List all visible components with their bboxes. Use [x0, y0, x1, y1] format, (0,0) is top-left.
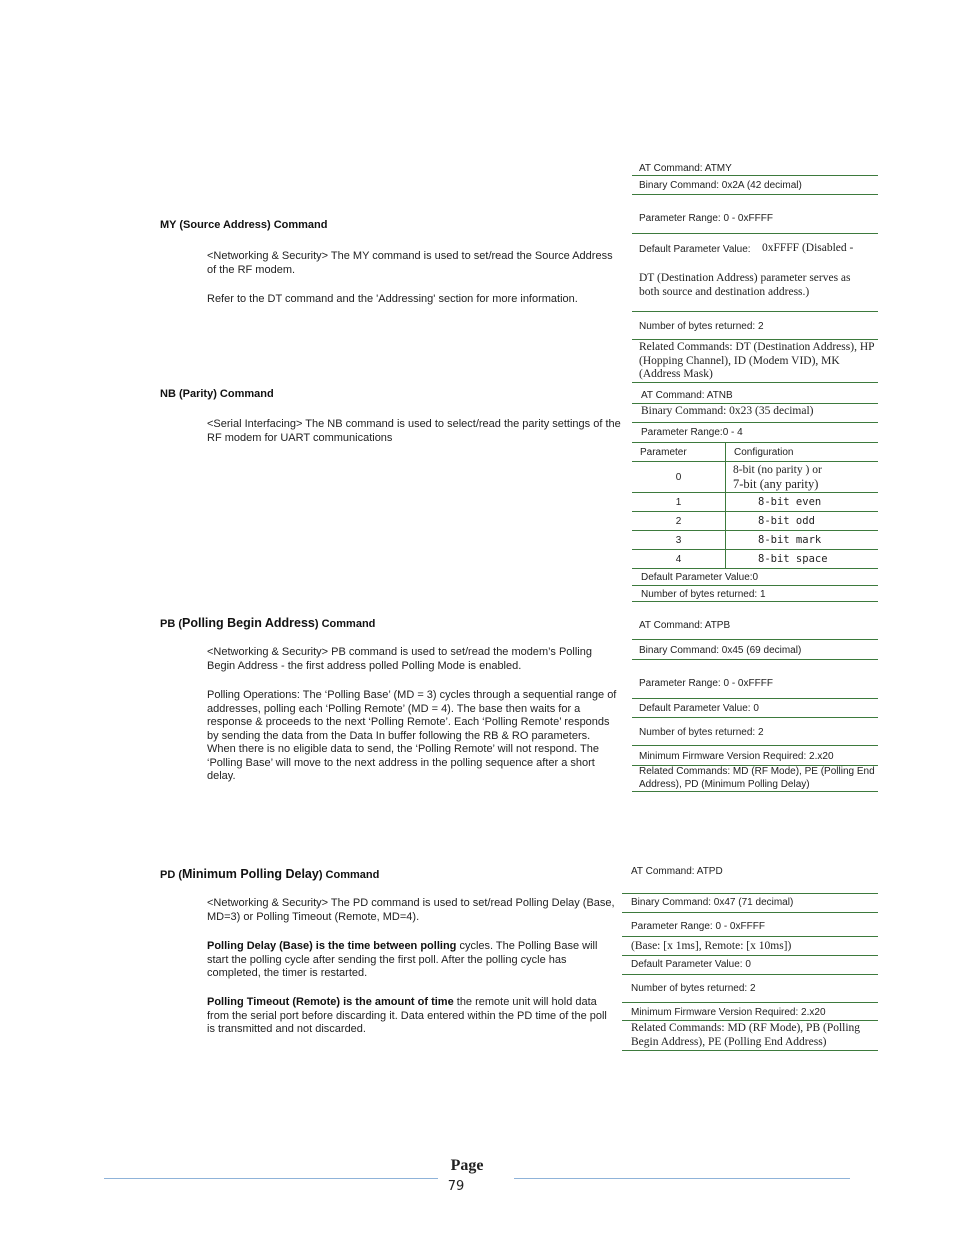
table-rule: [632, 659, 878, 660]
parameter-cell: 0: [632, 462, 726, 493]
table-rule: [632, 717, 878, 718]
my-bytes-returned: Number of bytes returned: 2: [639, 321, 764, 332]
pb-bytes-returned: Number of bytes returned: 2: [639, 727, 764, 738]
pb-related-commands: Related Commands: MD (RF Mode), PE (Polling End Address), PD (Minimum Polling Delay): [639, 766, 875, 790]
table-rule: [632, 791, 878, 792]
pd-binary-command: Binary Command: 0x47 (71 decimal): [631, 897, 794, 908]
table-row: [632, 531, 878, 550]
nb-parameter-range: Parameter Range:0 - 4: [641, 427, 743, 438]
table-rule: [632, 339, 878, 340]
configuration-cell: [726, 462, 879, 493]
pd-at-command: AT Command: ATPD: [631, 866, 723, 877]
column-header-parameter: Parameter: [632, 443, 726, 462]
pd-heading-code: PD (: [160, 869, 182, 881]
table-rule: [632, 403, 878, 404]
parity-options-table: [632, 442, 878, 569]
table-row: [632, 512, 878, 531]
table-rule: [622, 936, 878, 937]
nb-heading-rest: ) Command: [213, 388, 274, 400]
nb-heading-code: NB (: [160, 388, 183, 400]
pd-polling-timeout-text: the remote unit will hold data from the serial port before discarding it. Data entered within the PD time of the poll is transmitted and not discarded.: [207, 996, 607, 1035]
pb-binary-command: Binary Command: 0x45 (69 decimal): [639, 645, 802, 656]
parameter-cell: 2: [632, 512, 726, 531]
table-rule: [632, 194, 878, 195]
pb-heading-rest: ) Command: [314, 618, 376, 630]
table-rule: [622, 893, 878, 894]
nb-description: <Serial Interfacing> The NB command is used to select/read the parity settings of the RF modem for UART communications: [207, 418, 621, 444]
pd-command-heading: [160, 867, 379, 881]
table-rule: [632, 639, 878, 640]
configuration-cell: 8-bit even: [726, 493, 879, 512]
configuration-cell: 8-bit space: [726, 550, 879, 569]
pb-command-heading: [160, 616, 375, 630]
nb-bytes-returned: Number of bytes returned: 1: [641, 589, 766, 600]
table-rule: [632, 382, 878, 383]
pd-units: (Base: [x 1ms], Remote: [x 10ms]): [631, 940, 792, 952]
my-default-value: 0xFFFF (Disabled -: [762, 242, 854, 254]
table-row: [632, 462, 878, 493]
pd-default-value: Default Parameter Value: 0: [631, 959, 751, 970]
table-rule: [622, 1050, 878, 1051]
table-rule: [622, 974, 878, 975]
parameter-cell: 3: [632, 531, 726, 550]
configuration-cell: 8-bit mark: [726, 531, 879, 550]
table-rule: [632, 698, 878, 699]
pd-heading-rest: ) Command: [318, 869, 380, 881]
pd-bytes-returned: Number of bytes returned: 2: [631, 983, 756, 994]
configuration-line: 8-bit (no parity ) or: [733, 464, 822, 476]
my-related-commands: Related Commands: DT (Destination Address), HP (Hopping Channel), ID (Modem VID), MK (Address Mask): [639, 341, 875, 380]
page-number: 79: [447, 1179, 465, 1194]
my-description: <Networking & Security> The MY command is used to set/read the Source Address of the RF modem.: [207, 250, 613, 276]
pd-description: <Networking & Security> The PD command is used to set/read Polling Delay (Base, MD=3) or Polling Timeout (Remote, MD=4).: [207, 897, 615, 923]
table-rule: [632, 745, 878, 746]
table-row: [632, 493, 878, 512]
parameter-cell: 4: [632, 550, 726, 569]
pd-min-firmware: Minimum Firmware Version Required: 2.x20: [631, 1007, 826, 1018]
pb-default-value: Default Parameter Value: 0: [639, 703, 759, 714]
table-rule: [622, 955, 878, 956]
parameter-cell: 1: [632, 493, 726, 512]
pd-polling-timeout: [207, 996, 617, 1037]
table-rule: [632, 175, 878, 176]
my-default-value-note: DT (Destination Address) parameter serves as both source and destination address.): [639, 272, 851, 298]
nb-at-command: AT Command: ATNB: [641, 390, 733, 401]
pd-heading-name: Minimum Polling Delay: [182, 867, 319, 881]
configuration-line: 7-bit (any parity): [733, 477, 819, 491]
pd-polling-delay-text: cycles. The Polling Base will start the polling cycle after sending the first poll. After the polling cycle has completed, the timer is restarted.: [207, 940, 598, 979]
my-default-value-label: Default Parameter Value:: [639, 244, 751, 255]
nb-heading-name: Parity: [182, 388, 214, 400]
pd-polling-delay-bold: Polling Delay (Base) is the time between polling: [207, 940, 457, 952]
configuration-cell: 8-bit odd: [726, 512, 879, 531]
table-rule: [622, 912, 878, 913]
pd-related-commands: Related Commands: MD (RF Mode), PB (Polling Begin Address), PE (Polling End Address): [631, 1022, 861, 1048]
pd-polling-delay: [207, 940, 617, 981]
my-at-command: AT Command: ATMY: [639, 163, 732, 174]
my-reference: Refer to the DT command and the 'Addressing' section for more information.: [207, 293, 578, 305]
pb-heading-code: PB (: [160, 618, 182, 630]
table-rule: [632, 233, 878, 234]
table-rule: [622, 1020, 878, 1021]
pb-polling-operations: Polling Operations: The ‘Polling Base’ (MD = 3) cycles through a sequential range of addresses, polling each ‘Polling Remote’ (MD = 4). The base then waits for a response & proceeds to the next ‘Polling Remote’. Each ‘Polling Remote’ responds by sending the data from the Data In buffer following the RB & RO parameters. When there is no eligible data to send, the ‘Polling Remote’ will not respond. The ‘Polling Base’ will move to the next address in the polling sequence after a short delay.: [207, 689, 617, 782]
my-command-heading: MY (Source Address) Command: [160, 219, 328, 231]
pd-polling-timeout-bold: Polling Timeout (Remote) is the amount of time: [207, 996, 454, 1008]
my-binary-command: Binary Command: 0x2A (42 decimal): [639, 180, 802, 191]
pb-min-firmware: Minimum Firmware Version Required: 2.x20: [639, 751, 834, 762]
nb-binary-command: Binary Command: 0x23 (35 decimal): [641, 405, 814, 417]
table-rule: [632, 422, 878, 423]
nb-command-heading: [160, 388, 274, 400]
pb-at-command: AT Command: ATPB: [639, 620, 731, 631]
footer-rule-right: [514, 1178, 850, 1179]
footer-rule-left: [104, 1178, 438, 1179]
column-header-configuration: Configuration: [726, 443, 879, 462]
table-rule: [632, 311, 878, 312]
my-parameter-range: Parameter Range: 0 - 0xFFFF: [639, 213, 773, 224]
table-rule: [622, 1002, 878, 1003]
pd-parameter-range: Parameter Range: 0 - 0xFFFF: [631, 921, 765, 932]
pb-parameter-range: Parameter Range: 0 - 0xFFFF: [639, 678, 773, 689]
table-rule: [632, 601, 878, 602]
nb-default-value: Default Parameter Value:0: [641, 572, 759, 583]
table-row: [632, 550, 878, 569]
page-label: Page: [450, 1157, 484, 1174]
pb-description: <Networking & Security> PB command is used to set/read the modem’s Polling Begin Address - the first address polled Polling Mode is enabled.: [207, 646, 592, 672]
pb-heading-name: Polling Begin Address: [182, 616, 315, 630]
table-rule: [632, 585, 878, 586]
